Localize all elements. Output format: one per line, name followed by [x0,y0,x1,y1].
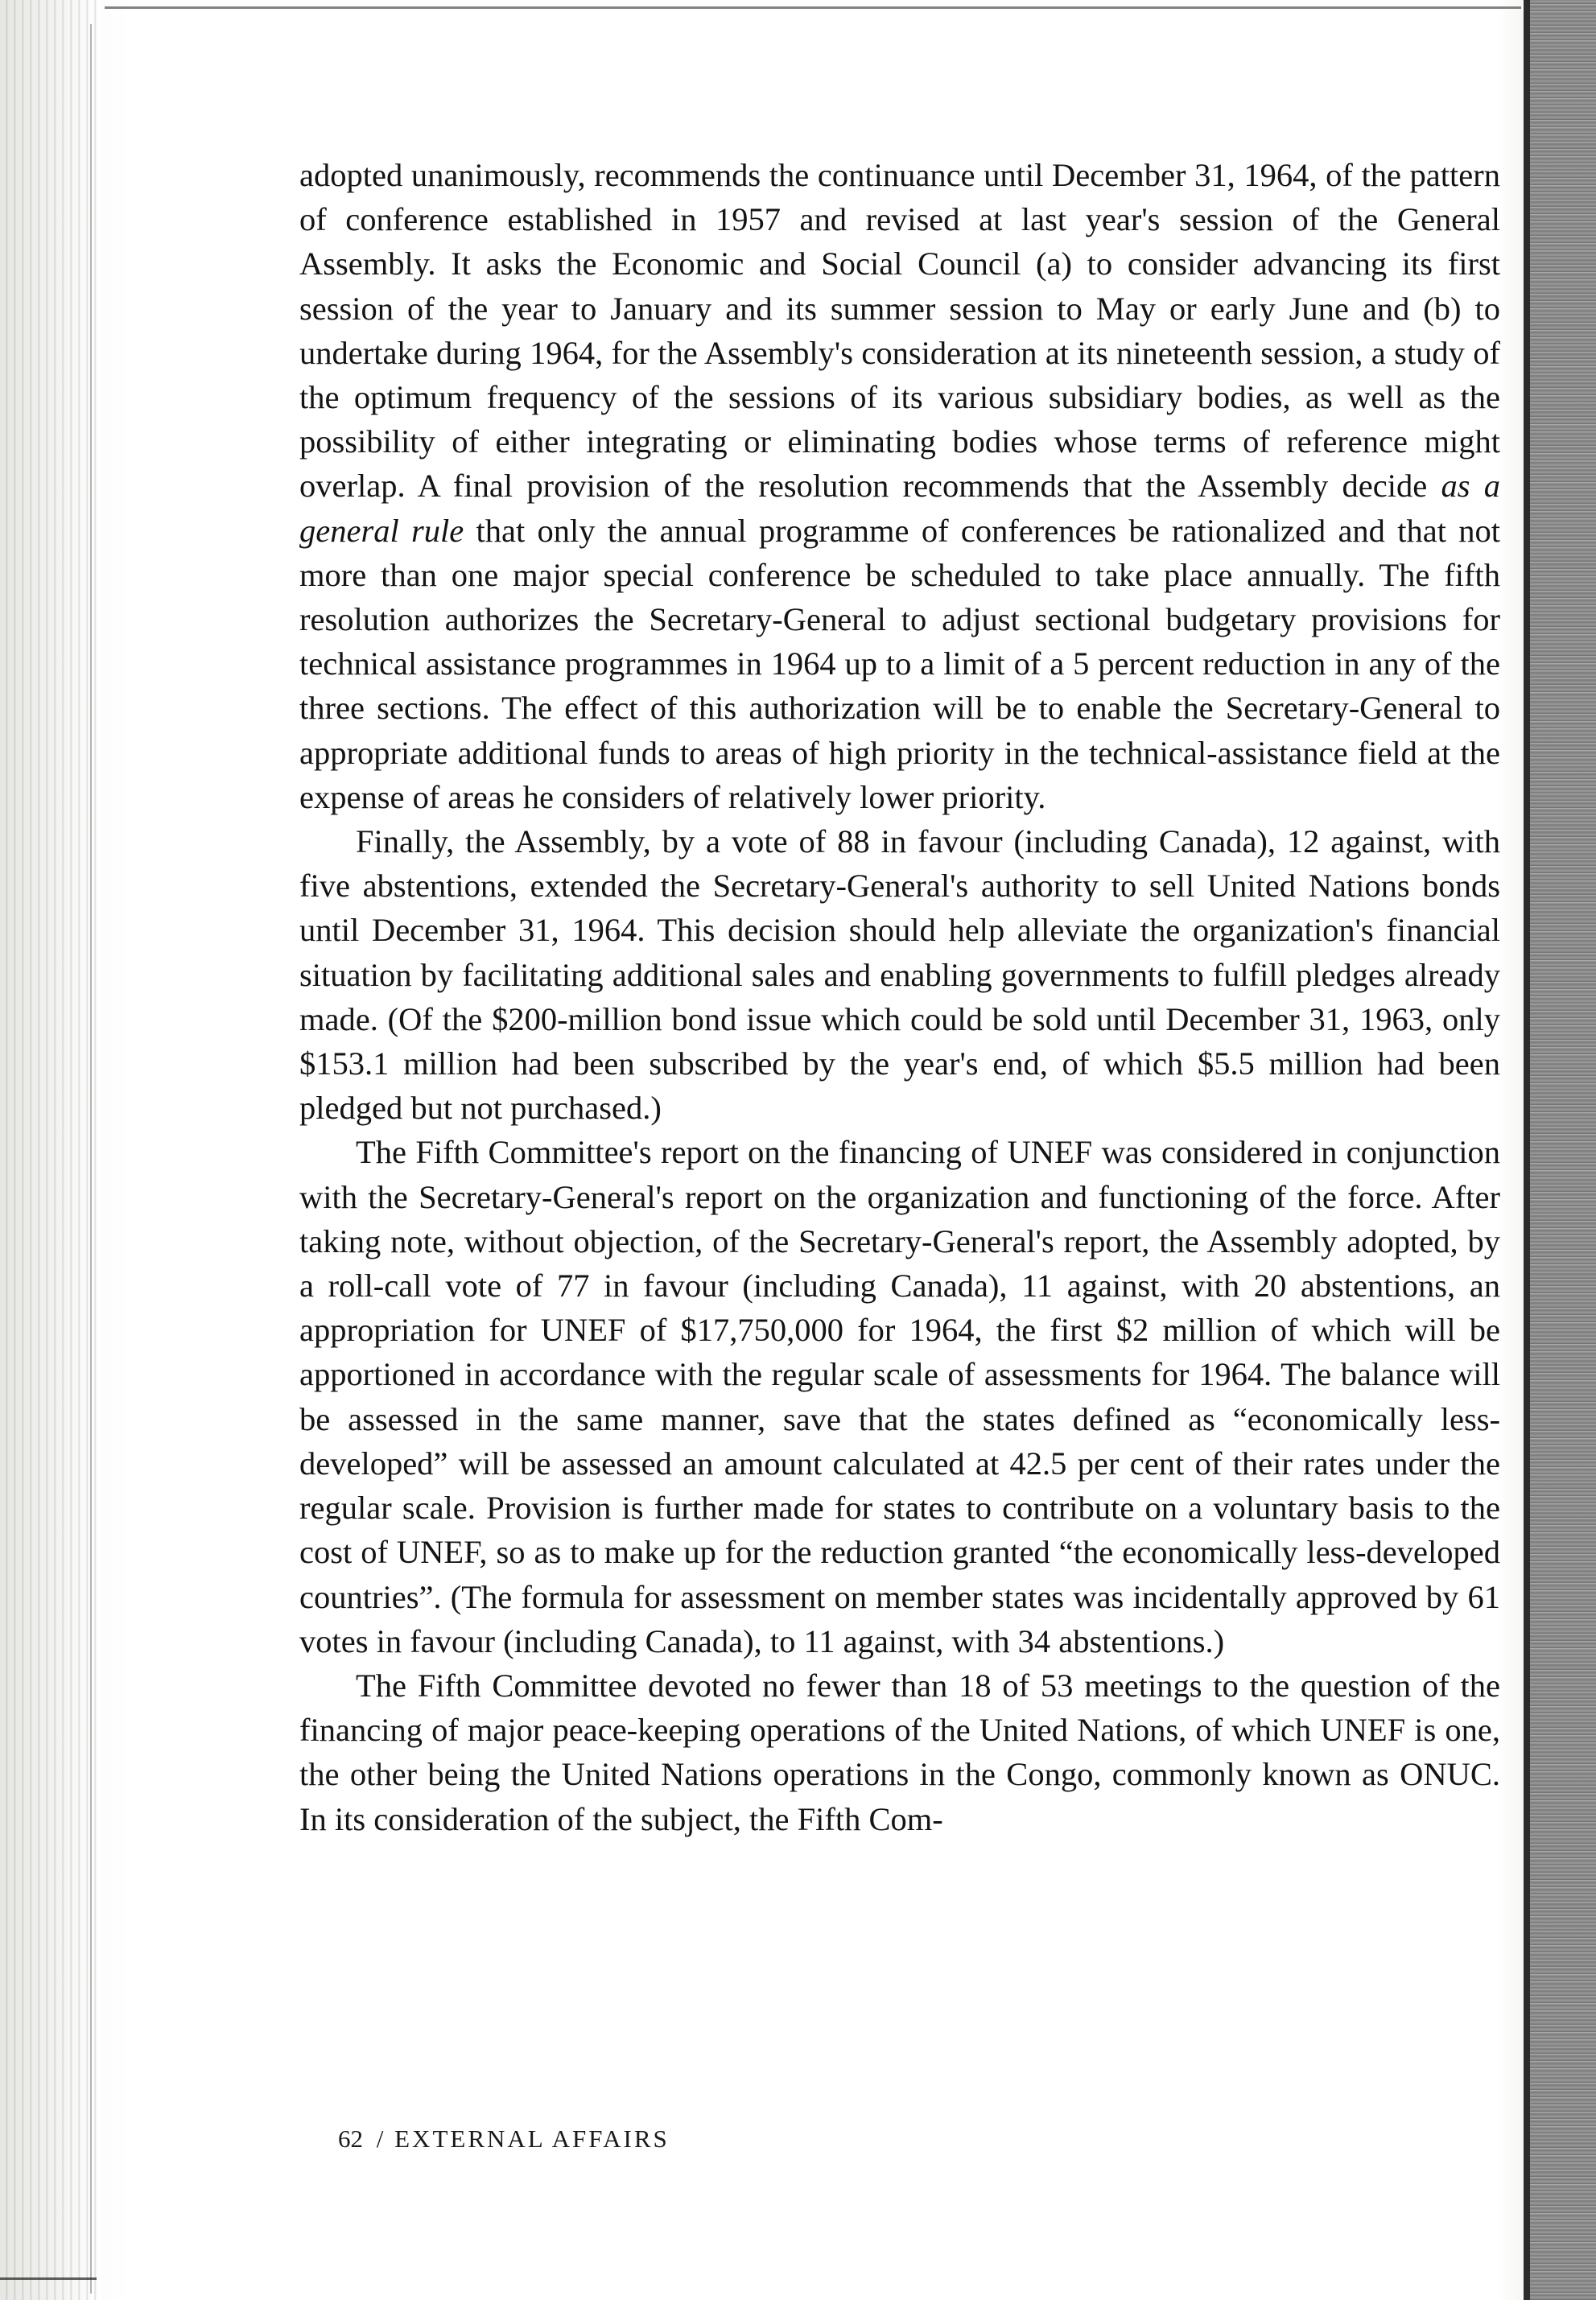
paragraph-1 [299,153,1500,819]
text-run: The Fifth Committee's report on the financing of UNEF was considered in conjunction with the Secretary-General's report on the organization and functioning of the force. After taking note, without objection, of the Secretary-General's report, the Assembly adopted, by a roll-call vote of 77 in favour (including Canada), 11 against, with 20 abstentions, an appropriation for UNEF of $17,750,000 for 1964, the first $2 million of which will be apportioned in accordance with the regular scale of assessments for 1964. The balance will be assessed in the same manner, save that the states defined as “economically less-developed” will be assessed an amount calculated at 42.5 per cent of their rates under the regular scale. Provision is further made for states to contribute on a voluntary basis to the cost of UNEF, so as to make up for the reduction granted “the economically less-developed countries”. (The formula for assessment on member states was incidentally approved by 61 votes in favour (including Canada), to 11 against, with 34 abstentions.) [299,1134,1500,1659]
page-number: 62 [338,2125,363,2153]
top-edge-shadow [105,6,1521,9]
paragraph-2 [299,819,1500,1130]
binding-fold-line [90,24,92,2294]
page-edge-shadow [1524,0,1530,2300]
text-run: The Fifth Committee devoted no fewer than 18 of 53 meetings to the question of the financing of major peace-keeping operations of the United Nations, of which UNEF is one, the other being the United Nations operations in the Congo, commonly known as ONUC. In its consideration of the subject, the Fifth Com- [299,1667,1500,1837]
body-text [299,153,1500,1841]
text-run: adopted unanimously, recommends the continuance until December 31, 1964, of the pattern of conference established in 1957 and revised at last year's session of the General Assembly. It asks the Economic and Social Council (a) to consider advancing its first session of the year to January and its summer session to May or early June and (b) to undertake during 1964, for the Assembly's consideration at its nineteenth session, a study of the optimum frequency of the sessions of its various subsidiary bodies, as well as the possibility of either integrating or eliminating bodies whose terms of reference might overlap. A final provision of the resolution recommends that the Assembly decide [299,157,1500,505]
page-edge-stack [1524,0,1596,2300]
binding-gutter [0,0,101,2300]
footer-separator: / [376,2125,386,2153]
italic-phrase: as a general rule [299,468,1501,549]
paragraph-3 [299,1130,1500,1663]
paragraph-4 [299,1663,1500,1841]
bottom-edge-shadow [0,2277,97,2280]
text-run: Finally, the Assembly, by a vote of 88 in favour (including Canada), 12 against, with five abstentions, extended the Secretary-General's authority to sell United Nations bonds until December 31, 1964. This decision should help alleviate the organization's financial situation by facilitating additional sales and enabling governments to fulfill pledges already made. (Of the $200-million bond issue which could be sold until December 31, 1963, only $153.1 million had been subscribed by the year's end, of which $5.5 million had been pledged but not purchased.) [299,823,1500,1127]
page-footer [338,2125,670,2154]
publication-title: EXTERNAL AFFAIRS [394,2125,670,2153]
text-run: that only the annual programme of conferences be rationalized and that not more than one major special conference be scheduled to take place annually. The fifth resolution authorizes the Secretary-General to adjust sectional budgetary provisions for technical assistance programmes in 1964 up to a limit of a 5 percent reduction in any of the three sections. The effect of this authorization will be to enable the Secretary-General to appropriate additional funds to areas of high priority in the technical-assistance field at the expense of areas he considers of relatively lower priority. [299,512,1500,815]
